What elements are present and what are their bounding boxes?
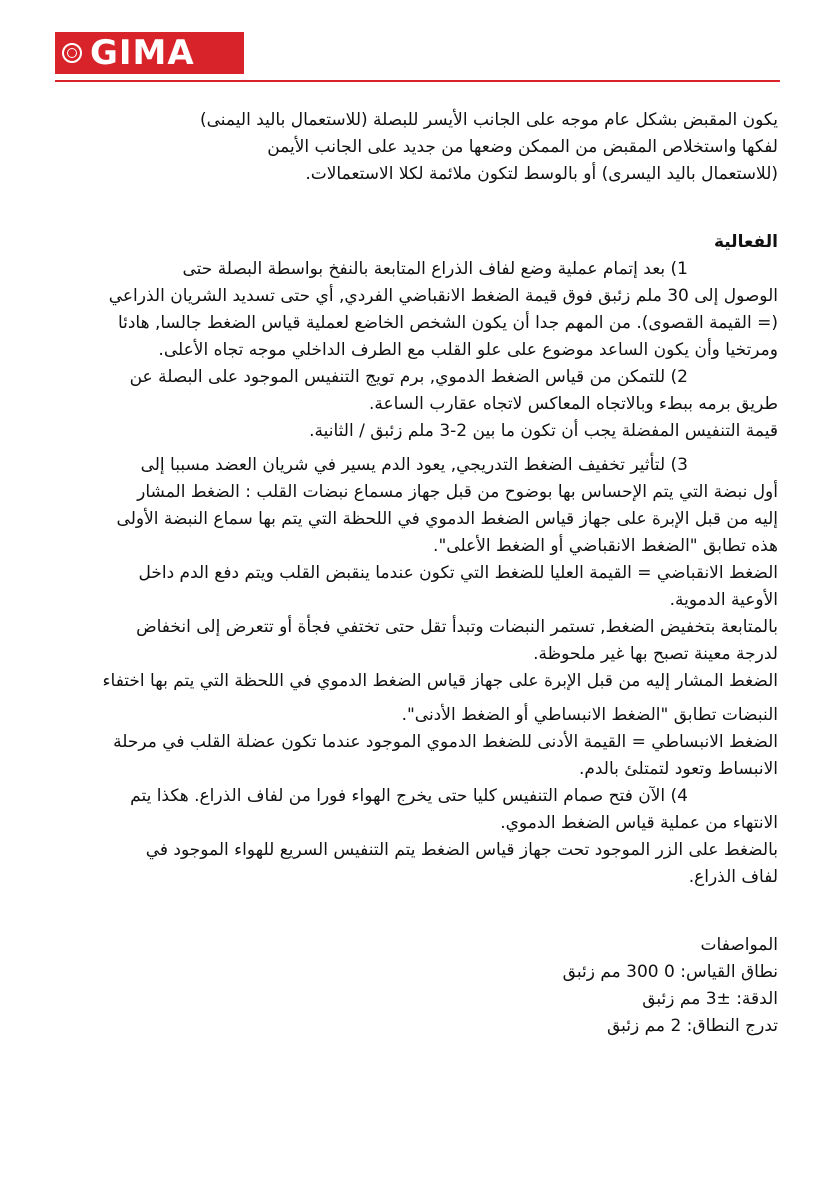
spec-range: نطاق القياس: 0 300 مم زئبق	[562, 962, 778, 982]
text-line: الانبساط وتعود لتمتلئ بالدم.	[578, 759, 778, 779]
text-line: بالمتابعة بتخفيض الضغط, تستمر النبضات وتبدأ تقل حتى تختفي فجأة أو تتعرض إلى انخفاض	[136, 617, 778, 637]
spec-accuracy: الدقة: ±3 مم زئبق	[642, 989, 778, 1009]
text-line: لدرجة معينة تصبح بها غير ملحوظة.	[533, 644, 778, 664]
text-line: ومرتخيا وأن يكون الساعد موضوع على علو القلب مع الطرف الداخلي موجه تجاه الأعلى.	[158, 340, 778, 360]
text-line: 2) للتمكن من قياس الضغط الدموي, برم تويج التنفيس الموجود على البصلة عن	[129, 367, 688, 387]
step-4	[60, 783, 778, 891]
text-line: قيمة التنفيس المفضلة يجب أن تكون ما بين 2-3 ملم زئبق / الثانية.	[309, 421, 778, 441]
brand-name: GIMA	[90, 33, 195, 73]
text-line: (= القيمة القصوى). من المهم جدا أن يكون الشخص الخاضع لعملية قياس الضغط جالسا, هادئا	[117, 313, 778, 333]
text-line: أول نبضة التي يتم الإحساس بها بوضوح من قبل جهاز مسماع نبضات القلب : الضغط المشار	[137, 482, 778, 502]
text-line: 1) بعد إتمام عملية وضع لفاف الذراع المتابعة بالنفخ بواسطة البصلة حتى	[182, 259, 688, 279]
step-2	[60, 364, 778, 445]
text-line: لفاف الذراع.	[688, 867, 778, 887]
text-line: هذه تطابق "الضغط الانقباضي أو الضغط الأعلى".	[433, 536, 778, 556]
text-line: الانتهاء من عملية قياس الضغط الدموي.	[500, 813, 778, 833]
text-line: يكون المقبض بشكل عام موجه على الجانب الأيسر للبصلة (للاستعمال باليد اليمنى)	[200, 110, 778, 130]
text-line: بالضغط على الزر الموجود تحت جهاز قياس الضغط يتم التنفيس السريع للهواء الموجود في	[145, 840, 778, 860]
document-body	[60, 107, 778, 1040]
text-line: الأوعية الدموية.	[669, 590, 778, 610]
text-line: النبضات تطابق "الضغط الانبساطي أو الضغط الأدنى".	[401, 705, 778, 725]
text-line: الضغط الانبساطي = القيمة الأدنى للضغط الدموي الموجود عندما تكون عضلة القلب في مرحلة	[113, 732, 778, 752]
text-line: 3) لتأثير تخفيف الضغط التدريجي, يعود الدم يسير في شريان العضد مسببا إلى	[140, 455, 688, 475]
text-line: 4) الآن فتح صمام التنفيس كليا حتى يخرج الهواء فورا من لفاف الذراع. هكذا يتم	[130, 786, 688, 806]
page-header	[55, 27, 780, 79]
spec-graduation: تدرج النطاق: 2 مم زئبق	[606, 1016, 778, 1036]
specs-heading: المواصفات	[700, 935, 778, 955]
gima-logo	[55, 32, 244, 74]
text-line: (للاستعمال باليد اليسرى) أو بالوسط لتكون ملائمة لكلا الاستعمالات.	[305, 164, 778, 184]
step-3	[60, 452, 778, 695]
text-line: طريق برمه ببطء وبالاتجاه المعاكس لاتجاه عقارب الساعة.	[369, 394, 778, 414]
text-line: الضغط الانقباضي = القيمة العليا للضغط التي تكون عندما ينقبض القلب ويتم دفع الدم داخل	[138, 563, 778, 583]
effectiveness-heading: الفعالية	[713, 232, 778, 252]
text-line: إليه من قبل الإبرة على جهاز قياس الضغط الدموي في اللحظة التي يتم بها سماع النبضة الأولى	[116, 509, 778, 529]
header-divider	[55, 80, 780, 82]
text-line: لفكها واستخلاص المقبض من الممكن وضعها من جديد على الجانب الأيمن	[267, 137, 778, 157]
text-line: الوصول إلى 30 ملم زئبق فوق قيمة الضغط الانقباضي الفردي, أي حتى تسديد الشريان الذراعي	[108, 286, 778, 306]
step-3-continued	[60, 702, 778, 783]
seal-icon	[62, 43, 82, 63]
text-line: الضغط المشار إليه من قبل الإبرة على جهاز قياس الضغط الدموي في اللحظة التي يتم بها اختفاء	[102, 671, 778, 691]
intro-paragraph	[60, 107, 778, 188]
step-1	[60, 256, 778, 364]
specifications	[60, 932, 778, 1040]
